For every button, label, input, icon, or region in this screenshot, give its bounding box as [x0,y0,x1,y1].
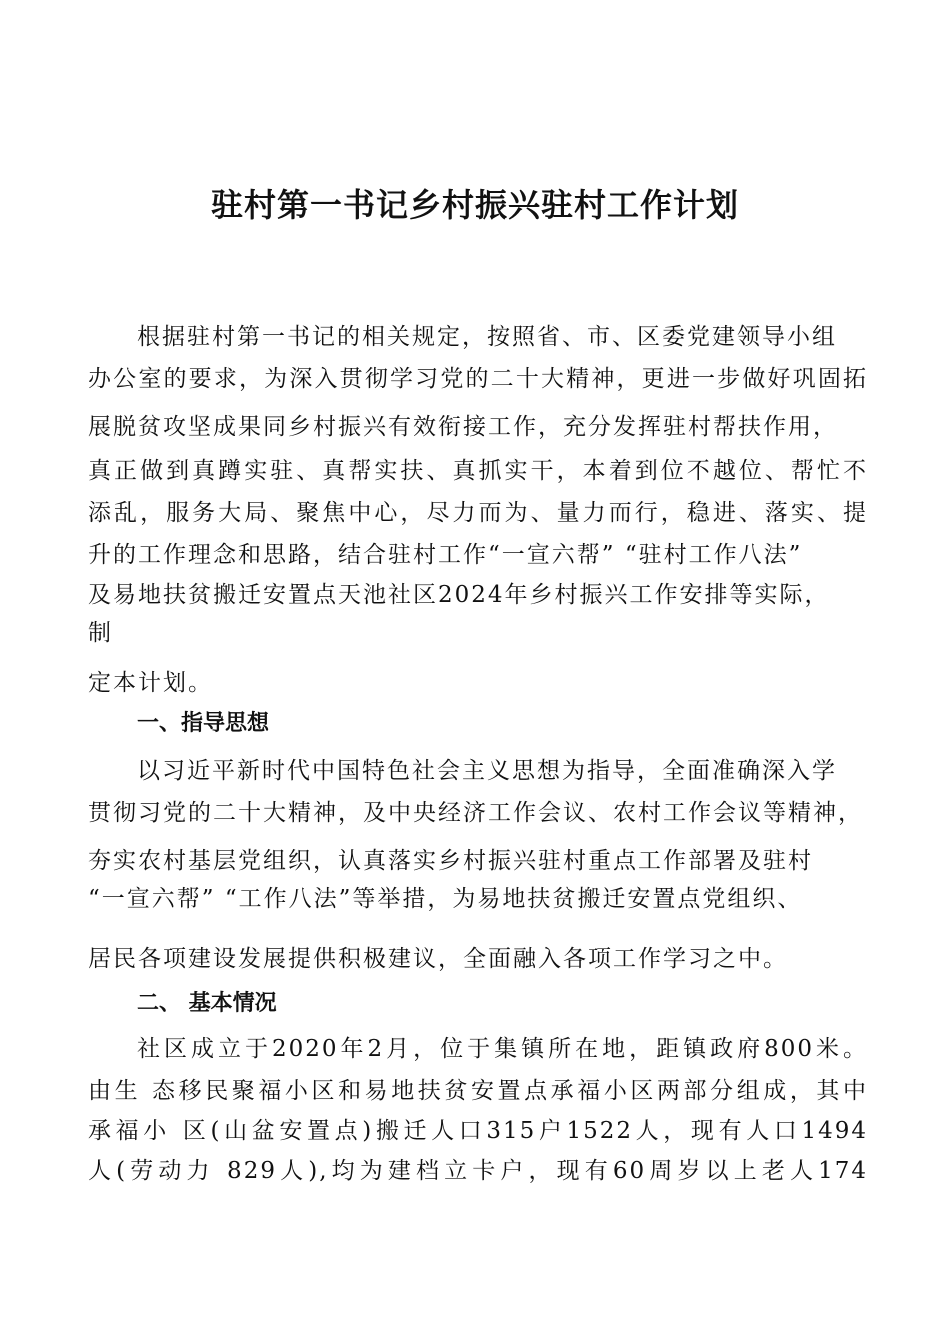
section-line: 社区成立于2020年2月，位于集镇所在地，距镇政府800米。 [137,1036,868,1062]
intro-line: 制 [88,620,113,646]
section-line: 承福小 区(山盆安置点)搬迁人口315户1522人，现有人口1494 [88,1118,868,1144]
intro-line: 升的工作理念和思路，结合驻村工作“一宣六帮” “驻村工作八法” [88,542,803,568]
intro-line: 真正做到真蹲实驻、真帮实扶、真抓实干，本着到位不越位、帮忙不 [88,458,868,484]
section-line: 人(劳动力 829人),均为建档立卡户，现有60周岁以上老人174 [88,1158,868,1184]
document-title: 驻村第一书记乡村振兴驻村工作计划 [210,186,739,224]
section-heading: 一、指导思想 [137,711,270,736]
intro-line: 添乱，服务大局、聚焦中心，尽力而为、量力而行，稳进、落实、提 [88,500,868,526]
section-line: 夯实农村基层党组织，认真落实乡村振兴驻村重点工作部署及驻村 [88,848,813,874]
intro-line: 办公室的要求，为深入贯彻学习党的二十大精神，更进一步做好巩固拓 [88,366,868,392]
section-heading: 二、 基本情况 [137,991,277,1016]
intro-line: 及易地扶贫搬迁安置点天池社区2024年乡村振兴工作安排等实际， [88,582,830,608]
section-line: 由生 态移民聚福小区和易地扶贫安置点承福小区两部分组成，其中 [88,1078,868,1104]
section-line: 贯彻习党的二十大精神，及中央经济工作会议、农村工作会议等精神， [88,800,863,826]
intro-line: 定本计划。 [88,670,213,696]
section-line: 居民各项建设发展提供积极建议，全面融入各项工作学习之中。 [88,946,788,972]
section-line: 以习近平新时代中国特色社会主义思想为指导，全面准确深入学 [137,758,837,784]
intro-line: 展脱贫攻坚成果同乡村振兴有效衔接工作，充分发挥驻村帮扶作用， [88,414,838,440]
section-line: “一宣六帮” “工作八法”等举措，为易地扶贫搬迁安置点党组织、 [88,886,803,912]
intro-line: 根据驻村第一书记的相关规定，按照省、市、区委党建领导小组 [137,324,837,350]
